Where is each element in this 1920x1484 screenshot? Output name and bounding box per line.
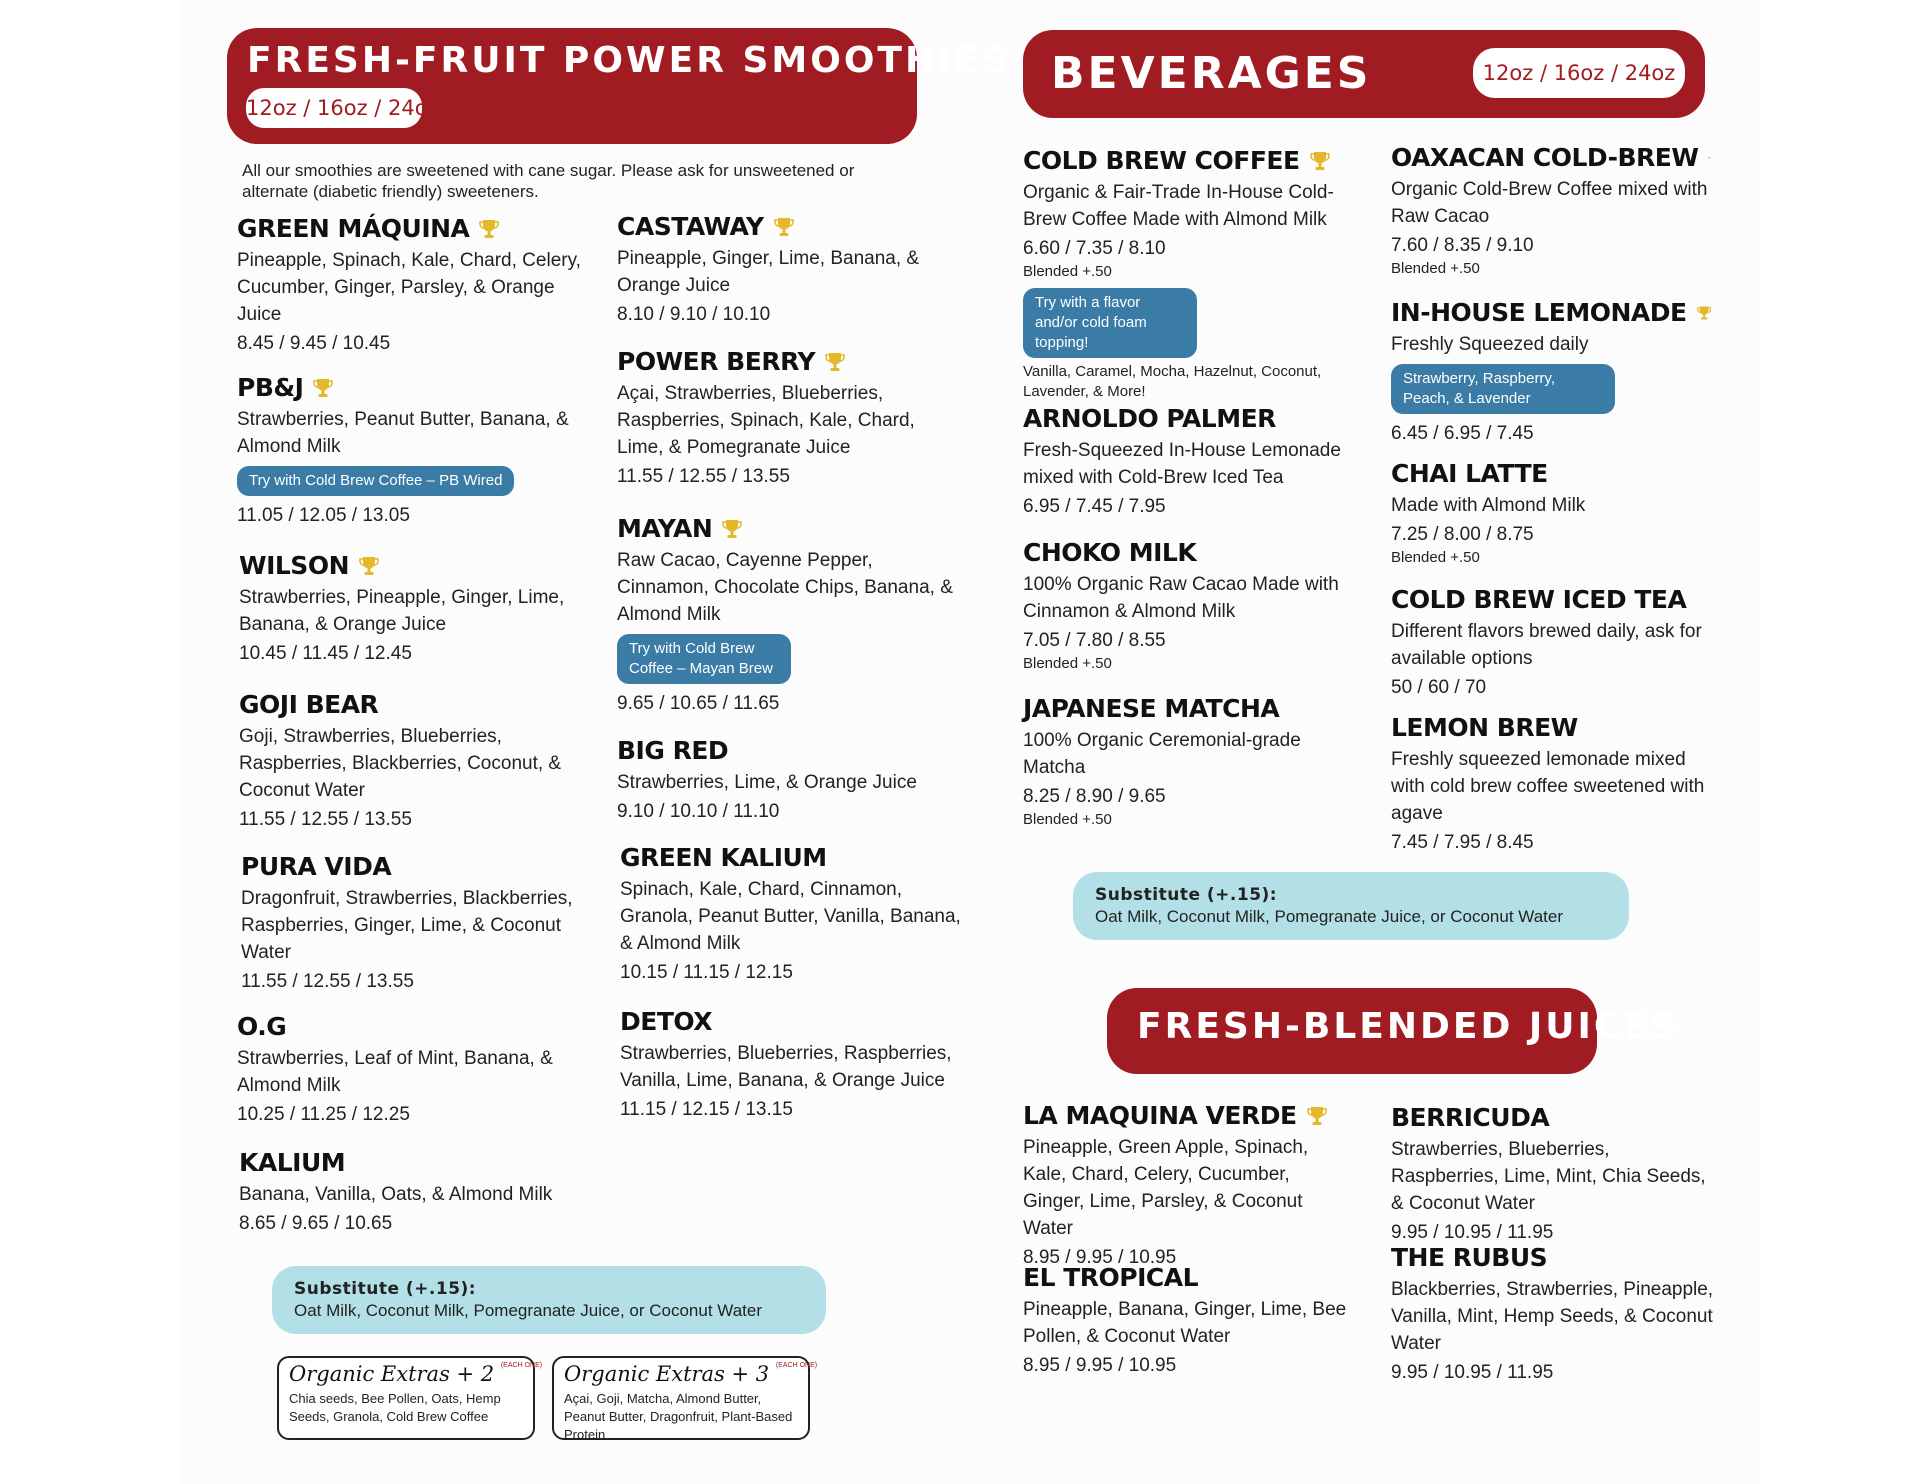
item-name (617, 347, 962, 376)
item-price: 7.60 / 8.35 / 9.10 (1391, 235, 1534, 256)
menu-item-power-berry (617, 347, 962, 490)
item-price: 10.45 / 11.45 / 12.45 (239, 643, 412, 664)
menu-item-green-kalium (620, 843, 965, 986)
menu-item-detox (620, 1007, 965, 1123)
juices-title: FRESH-BLENDED JUICES (1137, 1006, 1680, 1047)
item-name-text: DETOX (620, 1007, 713, 1036)
menu-item-castaway (617, 212, 962, 328)
item-name-text: BERRICUDA (1391, 1103, 1550, 1132)
menu-item-the-rubus (1391, 1243, 1721, 1386)
item-name (620, 1007, 965, 1036)
item-description: Pineapple, Green Apple, Spinach, Kale, Chard, Celery, Cucumber, Ginger, Lime, Parsley, & Coconut Water (1023, 1137, 1309, 1239)
item-description: Strawberries, Peanut Butter, Banana, & Almond Milk (237, 409, 569, 457)
smoothies-sizes: 12oz / 16oz / 24oz (246, 88, 422, 128)
item-description: Fresh-Squeezed In-House Lemonade mixed with Cold-Brew Iced Tea (1023, 440, 1341, 488)
menu-item-big-red (617, 736, 962, 825)
menu-item-oaxacan-cold-brew (1391, 143, 1711, 279)
beverages-title: BEVERAGES (1051, 48, 1372, 99)
item-name-text: GOJI BEAR (239, 690, 379, 719)
item-description: Pineapple, Spinach, Kale, Chard, Celery, Cucumber, Ginger, Parsley, & Orange Juice (237, 250, 581, 325)
item-name-text: WILSON (239, 551, 349, 580)
beverages-substitute (1073, 872, 1629, 940)
item-description: Strawberries, Blueberries, Raspberries, Lime, Mint, Chia Seeds, & Coconut Water (1391, 1139, 1706, 1214)
item-price: 11.55 / 12.55 / 13.55 (617, 466, 790, 487)
item-description: Pineapple, Banana, Ginger, Lime, Bee Pollen, & Coconut Water (1023, 1299, 1347, 1347)
item-name-text: GREEN KALIUM (620, 843, 827, 872)
item-description: 100% Organic Raw Cacao Made with Cinnamon & Almond Milk (1023, 574, 1339, 622)
item-name (239, 551, 584, 580)
item-name-text: PB&J (237, 373, 304, 402)
item-description: 100% Organic Ceremonial-grade Matcha (1023, 730, 1301, 778)
item-price: 8.95 / 9.95 / 10.95 (1023, 1247, 1177, 1268)
tip-pill: Try with Cold Brew Coffee – PB Wired (237, 466, 514, 496)
item-description: Dragonfruit, Strawberries, Blackberries, Raspberries, Ginger, Lime, & Coconut Water (241, 888, 573, 963)
menu-item-berricuda (1391, 1103, 1721, 1246)
flavor-list: Vanilla, Caramel, Mocha, Hazelnut, Coconut, Lavender, & More! (1023, 363, 1322, 400)
item-price: 11.55 / 12.55 / 13.55 (241, 971, 414, 992)
item-name-text: PURA VIDA (241, 852, 392, 881)
blended-note: Blended +.50 (1391, 260, 1480, 277)
trophy-icon (479, 218, 499, 240)
item-name-text: THE RUBUS (1391, 1243, 1548, 1272)
trophy-icon (1307, 1105, 1327, 1127)
item-name-text: LEMON BREW (1391, 713, 1578, 742)
item-name (239, 1148, 584, 1177)
item-price: 9.95 / 10.95 / 11.95 (1391, 1362, 1554, 1383)
menu-item-cold-brew-coffee (1023, 146, 1343, 402)
item-price: 7.05 / 7.80 / 8.55 (1023, 630, 1166, 651)
menu-item-mayan (617, 514, 962, 717)
item-name-text: OAXACAN COLD-BREW (1391, 143, 1699, 172)
item-name (237, 373, 582, 402)
item-price: 9.10 / 10.10 / 11.10 (617, 801, 780, 822)
item-name (1391, 459, 1711, 488)
item-name-text: POWER BERRY (617, 347, 816, 376)
substitute-title: Substitute (+.15): (294, 1279, 477, 1299)
beverages-banner (1023, 30, 1705, 118)
item-name (1391, 298, 1711, 327)
smoothies-banner (227, 28, 1012, 144)
menu-item-chai-latte (1391, 459, 1711, 568)
item-name (241, 852, 586, 881)
item-name-text: EL TROPICAL (1023, 1263, 1199, 1292)
item-price: 50 / 60 / 70 (1391, 677, 1487, 698)
item-description: Strawberries, Blueberries, Raspberries, Vanilla, Lime, Banana, & Orange Juice (620, 1043, 952, 1091)
item-name-text: CHAI LATTE (1391, 459, 1548, 488)
menu-item-arnoldo-palmer (1023, 404, 1343, 520)
item-description: Açai, Strawberries, Blueberries, Raspberries, Spinach, Kale, Chard, Lime, & Pomegranate Juice (617, 383, 915, 458)
item-name-text: KALIUM (239, 1148, 346, 1177)
blended-note: Blended +.50 (1391, 549, 1480, 566)
extras-title: Organic Extras + 2 (289, 1362, 495, 1386)
smoothies-note: All our smoothies are sweetened with cane sugar. Please ask for unsweetened or alternate (diabetic friendly) sweeteners. (242, 161, 855, 201)
tip-pill: Try with Cold Brew Coffee – Mayan Brew (617, 634, 791, 684)
item-description: Organic Cold-Brew Coffee mixed with Raw Cacao (1391, 179, 1708, 227)
item-name (617, 514, 962, 543)
item-name (1391, 1103, 1721, 1132)
trophy-icon (1708, 147, 1711, 169)
menu-item-in-house-lemonade (1391, 298, 1711, 447)
item-description: Strawberries, Pineapple, Ginger, Lime, Banana, & Orange Juice (239, 587, 565, 635)
juices-banner (1107, 988, 1680, 1074)
menu-item-japanese-matcha (1023, 694, 1343, 830)
item-price: 9.95 / 10.95 / 11.95 (1391, 1222, 1554, 1243)
item-price: 7.25 / 8.00 / 8.75 (1391, 524, 1534, 545)
item-price: 10.15 / 11.15 / 12.15 (620, 962, 793, 983)
trophy-icon (313, 377, 333, 399)
item-name (239, 690, 584, 719)
item-name-text: ARNOLDO PALMER (1023, 404, 1276, 433)
item-price: 6.45 / 6.95 / 7.45 (1391, 423, 1534, 444)
item-name (1023, 1263, 1353, 1292)
menu-item-pb-j (237, 373, 582, 529)
item-name (1391, 1243, 1721, 1272)
item-name-text: CASTAWAY (617, 212, 764, 241)
extras-title: Organic Extras + 3 (564, 1362, 770, 1386)
trophy-icon (1310, 150, 1330, 172)
menu-item-cold-brew-iced-tea (1391, 585, 1711, 701)
item-name (1391, 585, 1711, 614)
item-price: 6.95 / 7.45 / 7.95 (1023, 496, 1166, 517)
item-description: Goji, Strawberries, Blueberries, Raspberries, Blackberries, Coconut, & Coconut Water (239, 726, 562, 801)
item-name (237, 214, 582, 243)
item-price: 8.45 / 9.45 / 10.45 (237, 333, 391, 354)
item-name (620, 843, 965, 872)
item-price: 6.60 / 7.35 / 8.10 (1023, 238, 1166, 259)
smoothies-title: FRESH-FRUIT POWER SMOOTHIES (247, 40, 1012, 81)
item-name (617, 736, 962, 765)
item-description: Spinach, Kale, Chard, Cinnamon, Granola, Peanut Butter, Vanilla, Banana, & Almond Milk (620, 879, 961, 954)
menu-item-pura-vida (241, 852, 586, 995)
substitute-title: Substitute (+.15): (1095, 885, 1278, 905)
item-name (1023, 538, 1343, 567)
item-description: Organic & Fair-Trade In-House Cold-Brew Coffee Made with Almond Milk (1023, 182, 1334, 230)
menu-item-lemon-brew (1391, 713, 1711, 856)
extras-desc: Chia seeds, Bee Pollen, Oats, Hemp Seeds, Granola, Cold Brew Coffee (289, 1391, 501, 1424)
extras-each: (EACH ONE) (775, 1362, 818, 1369)
item-price: 8.95 / 9.95 / 10.95 (1023, 1355, 1177, 1376)
menu-item-kalium (239, 1148, 584, 1237)
tip-pill: Try with a flavor and/or cold foam topping! (1023, 288, 1197, 358)
item-description: Strawberries, Lime, & Orange Juice (617, 772, 917, 793)
item-price: 9.65 / 10.65 / 11.65 (617, 693, 780, 714)
item-price: 8.10 / 9.10 / 10.10 (617, 304, 771, 325)
substitute-text: Oat Milk, Coconut Milk, Pomegranate Juice, or Coconut Water (294, 1301, 762, 1320)
item-description: Banana, Vanilla, Oats, & Almond Milk (239, 1184, 553, 1205)
organic-extras-3 (552, 1356, 818, 1442)
menu-item-la-maquina-verde (1023, 1101, 1353, 1271)
extras-each: (EACH ONE) (500, 1362, 543, 1369)
item-description: Raw Cacao, Cayenne Pepper, Cinnamon, Chocolate Chips, Banana, & Almond Milk (617, 550, 953, 625)
item-name-text: GREEN MÁQUINA (237, 214, 470, 243)
item-price: 8.25 / 8.90 / 9.65 (1023, 786, 1166, 807)
smoothies-substitute (272, 1266, 826, 1334)
item-name (1023, 146, 1343, 175)
item-price: 10.25 / 11.25 / 12.25 (237, 1104, 410, 1125)
trophy-icon (825, 351, 845, 373)
blended-note: Blended +.50 (1023, 655, 1112, 672)
item-name-text: CHOKO MILK (1023, 538, 1197, 567)
item-price: 11.55 / 12.55 / 13.55 (239, 809, 412, 830)
item-name (1023, 1101, 1353, 1130)
item-description: Strawberries, Leaf of Mint, Banana, & Almond Milk (237, 1048, 553, 1096)
blended-note: Blended +.50 (1023, 811, 1112, 828)
item-name-text: COLD BREW COFFEE (1023, 146, 1300, 175)
item-price: 11.15 / 12.15 / 13.15 (620, 1099, 793, 1120)
item-name-text: JAPANESE MATCHA (1023, 694, 1280, 723)
item-name-text: O.G (237, 1012, 287, 1041)
substitute-text: Oat Milk, Coconut Milk, Pomegranate Juice, or Coconut Water (1095, 907, 1563, 926)
menu-item-o-g (237, 1012, 582, 1128)
trophy-icon (359, 555, 379, 577)
item-description: Blackberries, Strawberries, Pineapple, Vanilla, Mint, Hemp Seeds, & Coconut Water (1391, 1279, 1714, 1354)
blended-note: Blended +.50 (1023, 263, 1112, 280)
trophy-icon (774, 216, 794, 238)
item-description: Different flavors brewed daily, ask for available options (1391, 621, 1702, 669)
item-name-text: COLD BREW ICED TEA (1391, 585, 1687, 614)
item-name-text: LA MAQUINA VERDE (1023, 1101, 1297, 1130)
menu-sheet (180, 0, 1760, 1484)
item-price: 7.45 / 7.95 / 8.45 (1391, 832, 1534, 853)
trophy-icon (1697, 302, 1711, 324)
item-name (237, 1012, 582, 1041)
item-name-text: IN-HOUSE LEMONADE (1391, 298, 1687, 327)
organic-extras-2 (277, 1356, 543, 1440)
item-name-text: BIG RED (617, 736, 729, 765)
menu-item-el-tropical (1023, 1263, 1353, 1379)
item-name-text: MAYAN (617, 514, 713, 543)
menu-item-goji-bear (239, 690, 584, 833)
menu-item-choko-milk (1023, 538, 1343, 674)
tip-pill: Strawberry, Raspberry, Peach, & Lavender (1391, 364, 1615, 414)
beverages-sizes: 12oz / 16oz / 24oz (1473, 48, 1685, 98)
item-description: Freshly Squeezed daily (1391, 334, 1589, 355)
item-price: 11.05 / 12.05 / 13.05 (237, 505, 410, 526)
trophy-icon (722, 518, 742, 540)
item-price: 8.65 / 9.65 / 10.65 (239, 1213, 393, 1234)
extras-desc: Açai, Goji, Matcha, Almond Butter, Peanut Butter, Dragonfruit, Plant-Based Protein (564, 1391, 793, 1442)
item-name (617, 212, 962, 241)
item-name (1391, 713, 1711, 742)
item-name (1023, 694, 1343, 723)
item-description: Pineapple, Ginger, Lime, Banana, & Orange Juice (617, 248, 920, 296)
item-description: Freshly squeezed lemonade mixed with cold brew coffee sweetened with agave (1391, 749, 1705, 824)
item-name (1391, 143, 1711, 172)
item-name (1023, 404, 1343, 433)
menu-item-wilson (239, 551, 584, 667)
item-description: Made with Almond Milk (1391, 495, 1586, 516)
menu-item-green-m-quina (237, 214, 582, 357)
